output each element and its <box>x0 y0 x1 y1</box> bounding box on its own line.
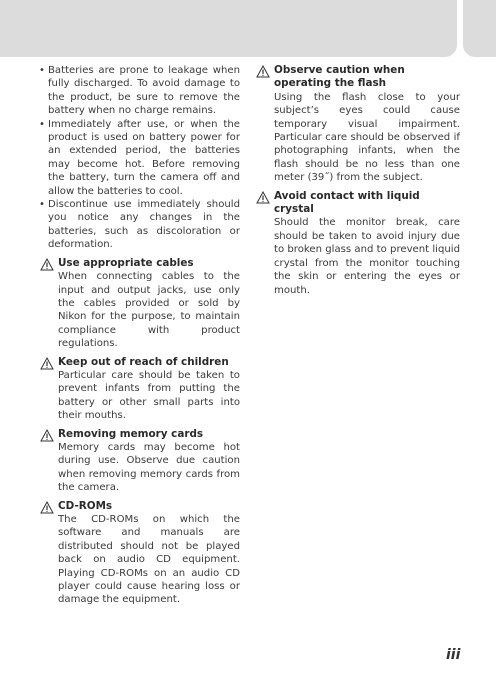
side-tab <box>463 0 496 57</box>
warning-triangle-icon <box>256 65 270 78</box>
battery-bullets <box>40 64 240 252</box>
section-body: Should the monitor break, care should be taken to avoid injury due to broken glass and to prevent liquid crystal from the monitor touching the skin or entering the eyes or mouth. <box>274 217 460 296</box>
section-title: Keep out of reach of children <box>58 355 229 368</box>
section-liquid-crystal <box>256 190 460 297</box>
section-body: When connecting cables to the input and output jacks, use only the cables provided or sold by Nikon for the purpose, to maintain compliance with product regulations. <box>58 271 240 350</box>
section-title: Observe caution when operating the flash <box>274 64 405 90</box>
section-flash <box>256 64 460 185</box>
section-body: The CD-ROMs on which the software and manuals are distributed should not be played back on audio CD equipment. Playing CD-ROMs on an audio CD player could cause hearing loss or damage the equipment. <box>58 514 240 606</box>
header-band <box>0 0 457 57</box>
warning-triangle-icon <box>256 191 270 204</box>
section-cd-roms <box>40 500 240 607</box>
section-body: Using the flash close to your subject’s eyes could cause temporary visual impairment. Particular care should be observed if photographing infants, when the flash should be no less than one meter (39˝) from the subject. <box>274 91 460 184</box>
section-title: CD-ROMs <box>58 499 113 512</box>
section-cables <box>40 257 240 351</box>
section-children <box>40 356 240 423</box>
section-body: Memory cards may become hot during use. Observe due caution when removing memory cards from the camera. <box>58 441 240 494</box>
warning-triangle-icon <box>40 501 54 514</box>
section-memory-cards <box>40 428 240 495</box>
section-title: Avoid contact with liquid crystal <box>274 189 420 216</box>
section-body: Particular care should be taken to prevent infants from putting the battery or other small parts into their mouths. <box>58 369 240 422</box>
warning-triangle-icon <box>40 429 54 442</box>
warning-triangle-icon <box>40 258 54 271</box>
bullet-item: • Immediately after use, or when the product is used on battery power for an extended period, the batteries may become hot. Before removing the battery, turn the camera off and allow the batteries to cool. <box>40 118 240 198</box>
bullet-item: • Batteries are prone to leakage when fully discharged. To avoid damage to the product, be sure to remove the battery when no charge remains. <box>40 64 240 118</box>
section-title: Removing memory cards <box>58 427 204 440</box>
section-title: Use appropriate cables <box>58 256 194 269</box>
left-column <box>40 64 240 607</box>
warning-triangle-icon <box>40 357 54 370</box>
right-column <box>256 64 460 297</box>
page-number: iii <box>446 647 461 663</box>
bullet-item: • Discontinue use immediately should you notice any changes in the batteries, such as discoloration or deformation. <box>40 198 240 252</box>
